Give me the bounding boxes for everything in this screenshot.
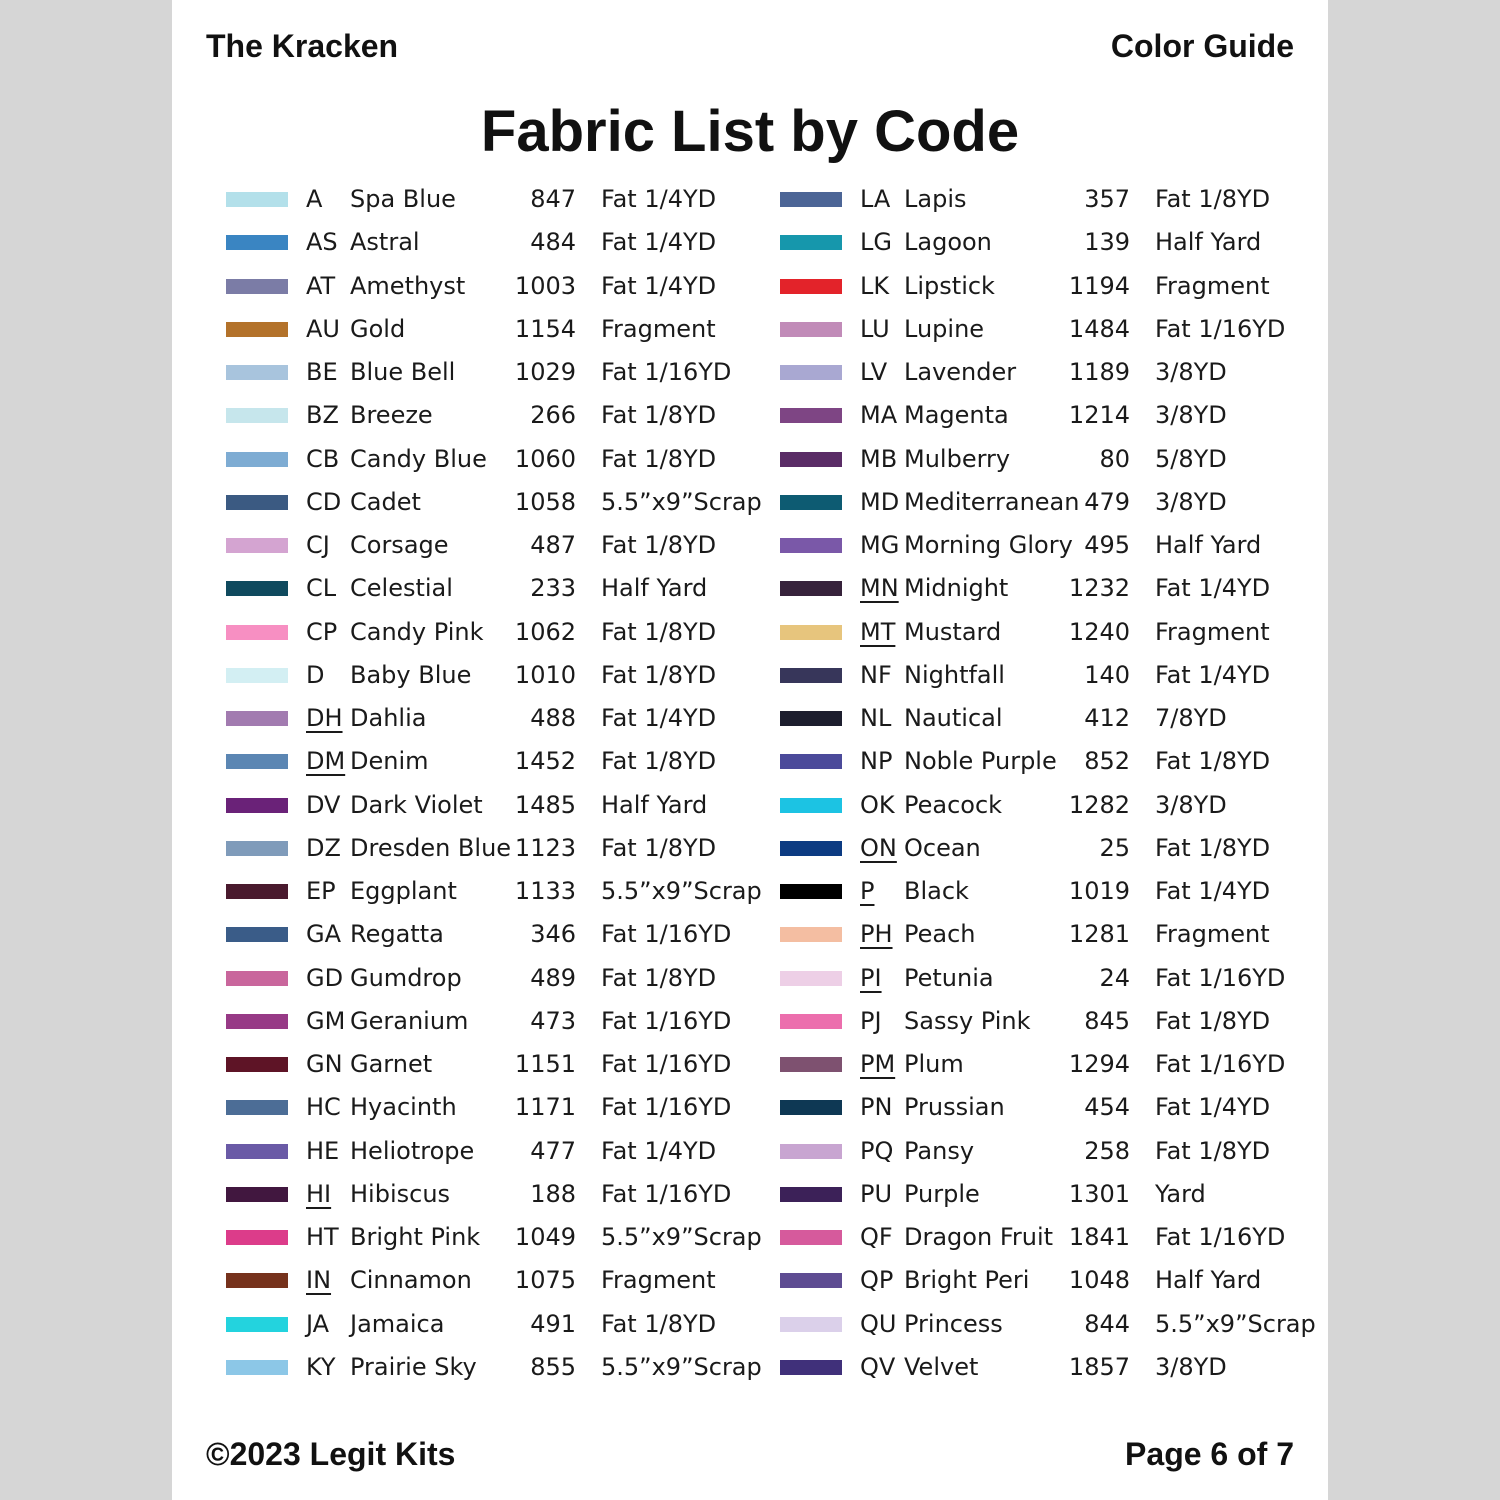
fabric-code: ON bbox=[860, 833, 897, 862]
fabric-cut-size: Yard bbox=[1155, 1179, 1206, 1208]
fabric-quantity: 357 bbox=[1084, 185, 1130, 213]
fabric-cut-size: Fat 1/8YD bbox=[601, 747, 717, 776]
fabric-cut-size: Fat 1/8YD bbox=[1155, 833, 1271, 862]
fabric-quantity: 1189 bbox=[1068, 358, 1130, 386]
fabric-color-swatch bbox=[226, 1317, 288, 1332]
fabric-cut-size: Fragment bbox=[1155, 617, 1270, 646]
fabric-name: Baby Blue bbox=[350, 660, 472, 689]
fabric-name: Petunia bbox=[904, 963, 994, 992]
fabric-color-swatch bbox=[226, 841, 288, 856]
fabric-cut-size: 5/8YD bbox=[1155, 444, 1227, 473]
fabric-quantity: 489 bbox=[530, 963, 576, 992]
fabric-quantity: 412 bbox=[1084, 704, 1130, 732]
fabric-code: PJ bbox=[860, 1006, 882, 1035]
fabric-name: Morning Glory bbox=[904, 531, 1073, 559]
fabric-color-swatch bbox=[226, 452, 288, 467]
fabric-cut-size: Fat 1/16YD bbox=[601, 358, 732, 386]
fabric-quantity: 1841 bbox=[1068, 1223, 1130, 1251]
fabric-quantity: 1151 bbox=[514, 1050, 576, 1078]
fabric-code: PU bbox=[860, 1179, 893, 1208]
fabric-code: PI bbox=[860, 963, 882, 992]
fabric-quantity: 852 bbox=[1084, 747, 1130, 776]
fabric-color-swatch bbox=[226, 408, 288, 423]
fabric-name: Bright Peri bbox=[904, 1266, 1030, 1295]
fabric-color-swatch bbox=[226, 927, 288, 942]
fabric-quantity: 258 bbox=[1084, 1136, 1130, 1165]
fabric-color-swatch bbox=[780, 452, 842, 467]
fabric-color-swatch bbox=[226, 495, 288, 510]
fabric-color-swatch bbox=[226, 754, 288, 769]
fabric-cut-size: 7/8YD bbox=[1155, 704, 1227, 732]
fabric-color-swatch bbox=[780, 754, 842, 769]
fabric-name: Corsage bbox=[350, 531, 449, 559]
fabric-quantity: 1484 bbox=[1068, 314, 1130, 343]
fabric-quantity: 1485 bbox=[514, 790, 576, 819]
fabric-cut-size: Fat 1/16YD bbox=[601, 1179, 732, 1208]
fabric-cut-size: 3/8YD bbox=[1155, 1352, 1227, 1381]
fabric-code: DM bbox=[306, 747, 346, 776]
fabric-code: CB bbox=[306, 444, 340, 473]
fabric-name: Prairie Sky bbox=[350, 1352, 477, 1381]
fabric-quantity: 491 bbox=[530, 1309, 576, 1338]
fabric-color-swatch bbox=[226, 235, 288, 250]
fabric-quantity: 1133 bbox=[514, 877, 576, 905]
fabric-color-swatch bbox=[780, 408, 842, 423]
fabric-quantity: 1029 bbox=[514, 358, 576, 386]
fabric-name: Cadet bbox=[350, 487, 421, 516]
fabric-name: Midnight bbox=[904, 574, 1009, 603]
fabric-code: LA bbox=[860, 185, 891, 213]
fabric-quantity: 1214 bbox=[1068, 401, 1130, 430]
fabric-cut-size: Half Yard bbox=[1155, 228, 1262, 257]
fabric-cut-size: Fat 1/8YD bbox=[601, 833, 717, 862]
fabric-quantity: 1282 bbox=[1068, 790, 1130, 819]
fabric-quantity: 488 bbox=[530, 704, 576, 732]
fabric-name: Lapis bbox=[904, 185, 967, 213]
fabric-quantity: 1294 bbox=[1068, 1050, 1130, 1078]
fabric-cut-size: Fat 1/8YD bbox=[601, 963, 717, 992]
fabric-cut-size: Fat 1/4YD bbox=[601, 185, 717, 213]
fabric-cut-size: Fat 1/8YD bbox=[601, 660, 717, 689]
fabric-code: LG bbox=[860, 228, 892, 257]
fabric-code: LU bbox=[860, 314, 890, 343]
fabric-color-swatch bbox=[780, 495, 842, 510]
fabric-code: QP bbox=[860, 1266, 894, 1295]
fabric-color-swatch bbox=[780, 1230, 842, 1245]
fabric-color-swatch bbox=[780, 1144, 842, 1159]
fabric-code: MD bbox=[860, 487, 900, 516]
fabric-cut-size: Fat 1/8YD bbox=[601, 1309, 717, 1338]
color-guide-page bbox=[172, 0, 1328, 1500]
fabric-code: GD bbox=[306, 963, 344, 992]
fabric-name: Noble Purple bbox=[904, 747, 1057, 776]
fabric-name: Purple bbox=[904, 1179, 980, 1208]
fabric-cut-size: Fat 1/16YD bbox=[601, 920, 732, 949]
fabric-cut-size: 5.5”x9”Scrap bbox=[601, 1352, 762, 1381]
fabric-cut-size: Fat 1/8YD bbox=[1155, 1006, 1271, 1035]
fabric-name: Mulberry bbox=[904, 444, 1011, 473]
fabric-code: PN bbox=[860, 1093, 893, 1122]
fabric-cut-size: Fat 1/16YD bbox=[1155, 963, 1286, 992]
fabric-cut-size: Fat 1/8YD bbox=[1155, 185, 1271, 213]
fabric-code: HE bbox=[306, 1136, 340, 1165]
fabric-color-swatch bbox=[780, 192, 842, 207]
fabric-cut-size: 3/8YD bbox=[1155, 487, 1227, 516]
fabric-code: BZ bbox=[306, 401, 339, 430]
fabric-quantity: 1857 bbox=[1068, 1352, 1130, 1381]
fabric-quantity: 1240 bbox=[1068, 617, 1130, 646]
fabric-quantity: 477 bbox=[530, 1136, 576, 1165]
fabric-color-swatch bbox=[780, 1360, 842, 1375]
fabric-quantity: 80 bbox=[1099, 444, 1130, 473]
fabric-name: Spa Blue bbox=[350, 185, 456, 213]
fabric-code: NL bbox=[860, 704, 892, 732]
fabric-code: PQ bbox=[860, 1136, 894, 1165]
fabric-code: DZ bbox=[306, 833, 341, 862]
fabric-name: Geranium bbox=[350, 1006, 469, 1035]
fabric-code: AT bbox=[306, 271, 336, 300]
fabric-color-swatch bbox=[226, 884, 288, 899]
fabric-quantity: 266 bbox=[530, 401, 576, 430]
fabric-code: MA bbox=[860, 401, 898, 430]
fabric-quantity: 1060 bbox=[514, 444, 576, 473]
fabric-color-swatch bbox=[226, 322, 288, 337]
fabric-name: Regatta bbox=[350, 920, 444, 949]
fabric-code: GN bbox=[306, 1050, 343, 1078]
fabric-name: Lupine bbox=[904, 314, 985, 343]
fabric-code: CJ bbox=[306, 531, 330, 559]
fabric-name: Mustard bbox=[904, 617, 1002, 646]
fabric-quantity: 847 bbox=[530, 185, 576, 213]
fabric-color-swatch bbox=[780, 927, 842, 942]
fabric-code: D bbox=[306, 660, 325, 689]
fabric-quantity: 844 bbox=[1084, 1309, 1130, 1338]
fabric-code: BE bbox=[306, 358, 338, 386]
fabric-color-swatch bbox=[780, 279, 842, 294]
fabric-name: Cinnamon bbox=[350, 1266, 472, 1295]
fabric-cut-size: Fat 1/16YD bbox=[601, 1093, 732, 1122]
fabric-name: Dahlia bbox=[350, 704, 427, 732]
fabric-code: OK bbox=[860, 790, 895, 819]
fabric-color-swatch bbox=[226, 1360, 288, 1375]
fabric-color-swatch bbox=[226, 1187, 288, 1202]
fabric-name: Eggplant bbox=[350, 877, 457, 905]
fabric-name: Jamaica bbox=[350, 1309, 445, 1338]
fabric-color-swatch bbox=[780, 538, 842, 553]
fabric-quantity: 1154 bbox=[514, 314, 576, 343]
fabric-name: Sassy Pink bbox=[904, 1006, 1031, 1035]
fabric-name: Peach bbox=[904, 920, 976, 949]
fabric-name: Lagoon bbox=[904, 228, 992, 257]
fabric-color-swatch bbox=[226, 1230, 288, 1245]
fabric-quantity: 140 bbox=[1084, 660, 1130, 689]
fabric-quantity: 1281 bbox=[1068, 920, 1130, 949]
fabric-quantity: 1062 bbox=[514, 617, 576, 646]
fabric-quantity: 845 bbox=[1084, 1006, 1130, 1035]
fabric-color-swatch bbox=[226, 581, 288, 596]
fabric-cut-size: Fat 1/4YD bbox=[1155, 877, 1271, 905]
fabric-quantity: 855 bbox=[530, 1352, 576, 1381]
fabric-name: Ocean bbox=[904, 833, 981, 862]
fabric-name: Candy Pink bbox=[350, 617, 484, 646]
fabric-code: CP bbox=[306, 617, 338, 646]
fabric-color-swatch bbox=[226, 711, 288, 726]
fabric-color-swatch bbox=[780, 798, 842, 813]
fabric-code: KY bbox=[306, 1352, 336, 1381]
fabric-code: PM bbox=[860, 1050, 896, 1078]
fabric-color-swatch bbox=[226, 971, 288, 986]
fabric-code: QU bbox=[860, 1309, 897, 1338]
footer-page-number: Page 6 of 7 bbox=[1125, 1436, 1294, 1472]
fabric-quantity: 1301 bbox=[1068, 1179, 1130, 1208]
fabric-cut-size: Fat 1/16YD bbox=[1155, 314, 1286, 343]
fabric-color-swatch bbox=[226, 1144, 288, 1159]
fabric-code: GA bbox=[306, 920, 342, 949]
fabric-name: Peacock bbox=[904, 790, 1003, 819]
fabric-quantity: 1019 bbox=[1068, 877, 1130, 905]
fabric-name: Lipstick bbox=[904, 271, 995, 300]
fabric-cut-size: Fat 1/4YD bbox=[601, 704, 717, 732]
fabric-name: Prussian bbox=[904, 1093, 1005, 1122]
fabric-cut-size: Fat 1/4YD bbox=[601, 228, 717, 257]
fabric-color-swatch bbox=[226, 1100, 288, 1115]
fabric-code: DH bbox=[306, 704, 343, 732]
fabric-cut-size: Fat 1/8YD bbox=[601, 531, 717, 559]
fabric-quantity: 1048 bbox=[1068, 1266, 1130, 1295]
fabric-name: Dark Violet bbox=[350, 790, 483, 819]
fabric-name: Denim bbox=[350, 747, 429, 776]
fabric-cut-size: Fat 1/16YD bbox=[601, 1006, 732, 1035]
fabric-name: Bright Pink bbox=[350, 1223, 481, 1251]
fabric-name: Hibiscus bbox=[350, 1179, 451, 1208]
fabric-color-swatch bbox=[780, 581, 842, 596]
fabric-cut-size: 5.5”x9”Scrap bbox=[601, 877, 762, 905]
fabric-cut-size: Fat 1/16YD bbox=[601, 1050, 732, 1078]
fabric-name: Pansy bbox=[904, 1136, 975, 1165]
fabric-cut-size: Fragment bbox=[601, 1266, 716, 1295]
fabric-quantity: 495 bbox=[1084, 531, 1130, 559]
fabric-cut-size: Fat 1/4YD bbox=[601, 1136, 717, 1165]
fabric-cut-size: Half Yard bbox=[601, 790, 708, 819]
fabric-name: Breeze bbox=[350, 401, 433, 430]
fabric-quantity: 1010 bbox=[514, 660, 576, 689]
fabric-name: Heliotrope bbox=[350, 1136, 475, 1165]
fabric-cut-size: Half Yard bbox=[601, 574, 708, 603]
fabric-code: NF bbox=[860, 660, 892, 689]
fabric-code: CD bbox=[306, 487, 342, 516]
fabric-color-swatch bbox=[780, 841, 842, 856]
fabric-color-swatch bbox=[226, 1014, 288, 1029]
fabric-cut-size: Fat 1/4YD bbox=[601, 271, 717, 300]
fabric-cut-size: Half Yard bbox=[1155, 1266, 1262, 1295]
fabric-cut-size: Fragment bbox=[1155, 920, 1270, 949]
fabric-cut-size: Fat 1/16YD bbox=[1155, 1050, 1286, 1078]
fabric-quantity: 139 bbox=[1084, 228, 1130, 257]
fabric-cut-size: 5.5”x9”Scrap bbox=[601, 487, 762, 516]
fabric-code: MG bbox=[860, 531, 900, 559]
fabric-name: Garnet bbox=[350, 1050, 433, 1078]
fabric-cut-size: Fat 1/8YD bbox=[1155, 1136, 1271, 1165]
header-pattern-name: The Kracken bbox=[206, 28, 399, 64]
fabric-code: MN bbox=[860, 574, 899, 603]
page-title: Fabric List by Code bbox=[480, 99, 1020, 164]
fabric-cut-size: Fat 1/4YD bbox=[1155, 660, 1271, 689]
fabric-color-swatch bbox=[780, 322, 842, 337]
fabric-cut-size: Fat 1/8YD bbox=[1155, 747, 1271, 776]
fabric-quantity: 1452 bbox=[514, 747, 576, 776]
fabric-quantity: 233 bbox=[530, 574, 576, 603]
fabric-quantity: 1075 bbox=[514, 1266, 576, 1295]
fabric-code: LV bbox=[860, 358, 888, 386]
fabric-code: JA bbox=[306, 1309, 330, 1338]
fabric-quantity: 479 bbox=[1084, 487, 1130, 516]
fabric-cut-size: Fragment bbox=[1155, 271, 1270, 300]
fabric-code: HI bbox=[306, 1179, 332, 1208]
fabric-name: Candy Blue bbox=[350, 444, 487, 473]
fabric-cut-size: Fat 1/8YD bbox=[601, 444, 717, 473]
fabric-color-swatch bbox=[780, 1187, 842, 1202]
fabric-cut-size: 5.5”x9”Scrap bbox=[1155, 1309, 1316, 1338]
fabric-name: Black bbox=[904, 877, 969, 905]
fabric-color-swatch bbox=[226, 538, 288, 553]
fabric-name: Velvet bbox=[904, 1352, 979, 1381]
fabric-name: Nightfall bbox=[904, 660, 1005, 689]
fabric-code: MB bbox=[860, 444, 898, 473]
fabric-color-swatch bbox=[780, 365, 842, 380]
fabric-quantity: 1123 bbox=[514, 833, 576, 862]
fabric-code: NP bbox=[860, 747, 893, 776]
fabric-quantity: 24 bbox=[1099, 963, 1130, 992]
fabric-quantity: 188 bbox=[530, 1179, 576, 1208]
fabric-color-swatch bbox=[780, 235, 842, 250]
fabric-quantity: 1171 bbox=[514, 1093, 576, 1122]
fabric-name: Princess bbox=[904, 1309, 1003, 1338]
fabric-color-swatch bbox=[226, 1057, 288, 1072]
fabric-code: CL bbox=[306, 574, 337, 603]
fabric-quantity: 487 bbox=[530, 531, 576, 559]
footer-copyright: ©2023 Legit Kits bbox=[206, 1436, 456, 1472]
fabric-name: Lavender bbox=[904, 358, 1017, 386]
fabric-code: QF bbox=[860, 1223, 893, 1251]
fabric-color-swatch bbox=[780, 1057, 842, 1072]
fabric-color-swatch bbox=[780, 1100, 842, 1115]
fabric-code: AS bbox=[306, 228, 338, 257]
fabric-code: GM bbox=[306, 1006, 346, 1035]
fabric-name: Nautical bbox=[904, 704, 1003, 732]
fabric-name: Gumdrop bbox=[350, 963, 462, 992]
fabric-code: A bbox=[306, 185, 323, 213]
fabric-quantity: 484 bbox=[530, 228, 576, 257]
fabric-color-swatch bbox=[780, 668, 842, 683]
fabric-cut-size: Half Yard bbox=[1155, 531, 1262, 559]
fabric-quantity: 25 bbox=[1099, 833, 1130, 862]
fabric-name: Hyacinth bbox=[350, 1093, 457, 1122]
fabric-quantity: 454 bbox=[1084, 1093, 1130, 1122]
fabric-cut-size: 3/8YD bbox=[1155, 358, 1227, 386]
header-guide-label: Color Guide bbox=[1110, 28, 1294, 64]
fabric-color-swatch bbox=[780, 884, 842, 899]
fabric-code: QV bbox=[860, 1352, 896, 1381]
fabric-name: Celestial bbox=[350, 574, 453, 603]
fabric-cut-size: Fragment bbox=[601, 314, 716, 343]
fabric-color-swatch bbox=[780, 1317, 842, 1332]
fabric-cut-size: Fat 1/8YD bbox=[601, 617, 717, 646]
fabric-quantity: 1058 bbox=[514, 487, 576, 516]
fabric-cut-size: 5.5”x9”Scrap bbox=[601, 1223, 762, 1251]
fabric-code: EP bbox=[306, 877, 336, 905]
fabric-color-swatch bbox=[780, 711, 842, 726]
fabric-color-swatch bbox=[780, 1014, 842, 1029]
fabric-color-swatch bbox=[226, 1273, 288, 1288]
fabric-code: DV bbox=[306, 790, 341, 819]
fabric-color-swatch bbox=[780, 971, 842, 986]
fabric-quantity: 1194 bbox=[1068, 271, 1130, 300]
fabric-quantity: 1232 bbox=[1068, 574, 1130, 603]
fabric-cut-size: 3/8YD bbox=[1155, 401, 1227, 430]
fabric-name: Gold bbox=[350, 314, 406, 343]
fabric-cut-size: 3/8YD bbox=[1155, 790, 1227, 819]
fabric-color-swatch bbox=[226, 798, 288, 813]
fabric-cut-size: Fat 1/16YD bbox=[1155, 1223, 1286, 1251]
fabric-name: Amethyst bbox=[350, 271, 466, 300]
fabric-code: P bbox=[860, 877, 875, 905]
fabric-name: Plum bbox=[904, 1050, 964, 1078]
fabric-color-swatch bbox=[780, 625, 842, 640]
fabric-name: Dragon Fruit bbox=[904, 1223, 1054, 1251]
fabric-color-swatch bbox=[226, 192, 288, 207]
fabric-code: AU bbox=[306, 314, 340, 343]
fabric-code: HC bbox=[306, 1093, 341, 1122]
fabric-name: Blue Bell bbox=[350, 358, 456, 386]
fabric-name: Magenta bbox=[904, 401, 1009, 430]
fabric-cut-size: Fat 1/8YD bbox=[601, 401, 717, 430]
fabric-quantity: 346 bbox=[530, 920, 576, 949]
fabric-name: Dresden Blue bbox=[350, 833, 512, 862]
fabric-code: LK bbox=[860, 271, 890, 300]
fabric-cut-size: Fat 1/4YD bbox=[1155, 1093, 1271, 1122]
fabric-color-swatch bbox=[780, 1273, 842, 1288]
fabric-cut-size: Fat 1/4YD bbox=[1155, 574, 1271, 603]
fabric-quantity: 1049 bbox=[514, 1223, 576, 1251]
fabric-color-swatch bbox=[226, 279, 288, 294]
fabric-quantity: 1003 bbox=[514, 271, 576, 300]
fabric-name: Mediterranean bbox=[904, 487, 1080, 516]
fabric-code: PH bbox=[860, 920, 893, 949]
fabric-color-swatch bbox=[226, 668, 288, 683]
fabric-code: HT bbox=[306, 1223, 339, 1251]
fabric-color-swatch bbox=[226, 365, 288, 380]
fabric-name: Astral bbox=[350, 228, 420, 257]
fabric-quantity: 473 bbox=[530, 1006, 576, 1035]
fabric-code: IN bbox=[306, 1266, 332, 1295]
fabric-code: MT bbox=[860, 617, 896, 646]
fabric-color-swatch bbox=[226, 625, 288, 640]
